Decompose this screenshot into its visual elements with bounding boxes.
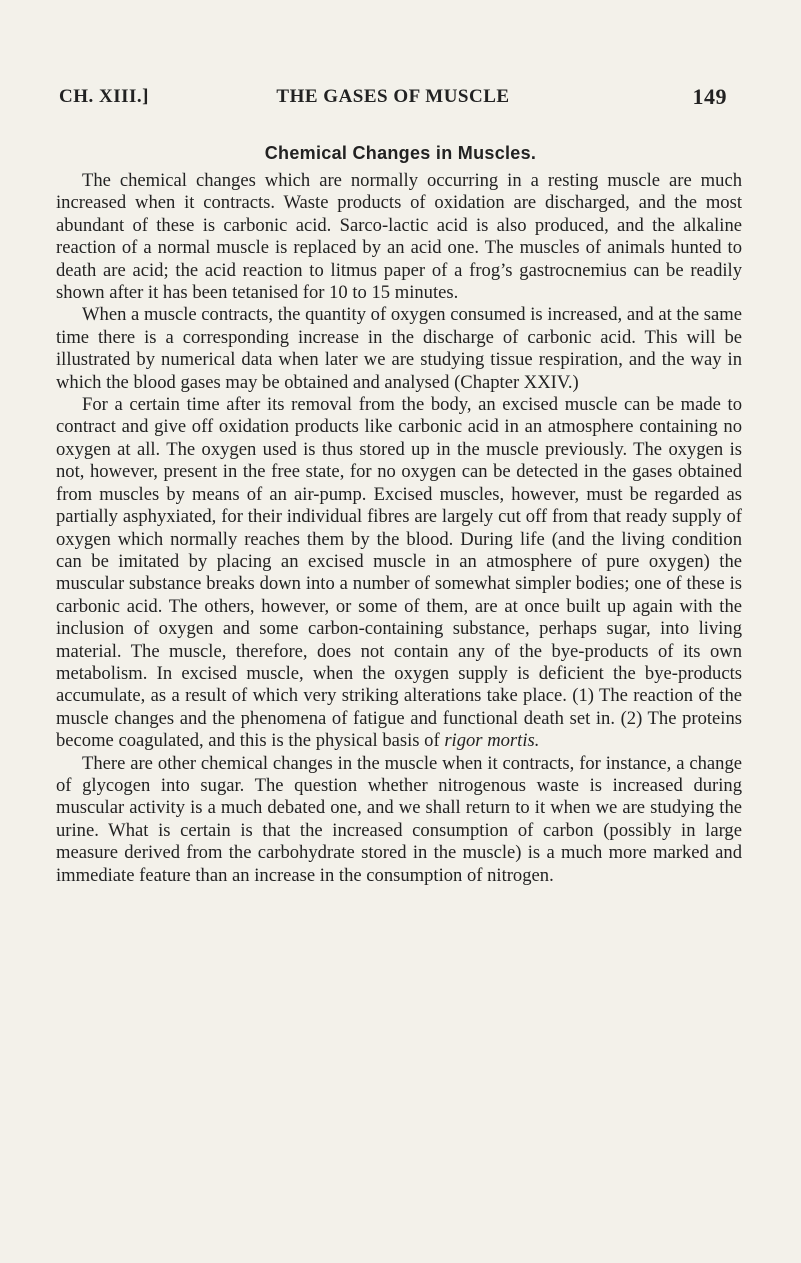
paragraph-3	[56, 394, 742, 753]
body-text	[56, 170, 742, 887]
running-title: THE GASES OF MUSCLE	[276, 86, 510, 107]
rigor-mortis-term: rigor mortis.	[444, 730, 540, 752]
paragraph-2: When a muscle contracts, the quantity of oxygen consumed is increased, and at the same time there is a corresponding increase in the discharge of carbonic acid. This will be illustrated by numerical data when later we are studying tissue respiration, and the way in which the blood gases may be obtained and analysed (Chapter XXIV.)	[56, 304, 742, 393]
paragraph-3-text: For a certain time after its removal from the body, an excised muscle can be made to contract and give off oxidation products like carbonic acid in an atmosphere containing no oxygen at all. The oxygen used is thus stored up in the muscle previously. The oxygen is not, however, present in the free state, for no oxygen can be detected in the gases obtained from muscles by means of an air-pump. Excised muscles, however, must be regarded as partially asphyxiated, for their individual fibres are largely cut off from that ready supply of oxygen which normally reaches them by the blood. During life (and the living condition can be imitated by placing an excised muscle in an atmosphere of pure oxygen) the muscular substance breaks down into a number of somewhat simpler bodies; one of these is carbonic acid. The others, however, or some of them, are at once built up again with the inclusion of oxygen and some carbon-containing substance, perhaps sugar, into living material. The muscle, therefore, does not contain any of the bye-products of its own metabolism. In excised muscle, when the oxygen supply is deficient the bye-products accumulate, as a result of which very striking alterations take place. (1) The reaction of the muscle changes and the phenomena of fatigue and functional death set in. (2) The proteins become coagulated, and this is the physical basis of	[56, 394, 742, 752]
paragraph-1: The chemical changes which are normally occurring in a resting muscle are much increased when it contracts. Waste products of oxidation are discharged, and the most abundant of these is carbonic acid. Sarco-lactic acid is also produced, and the alkaline reaction of a normal muscle is replaced by an acid one. The muscles of animals hunted to death are acid; the acid reaction to litmus paper of a frog’s gastrocnemius can be readily shown after it has been tetanised for 10 to 15 minutes.	[56, 170, 742, 304]
section-title: Chemical Changes in Muscles.	[264, 143, 537, 163]
page-number: 149	[692, 84, 727, 109]
paragraph-4: There are other chemical changes in the muscle when it contracts, for instance, a change of glycogen into sugar. The question whether nitrogenous waste is increased during muscular activity is a much debated one, and we shall return to it when we are studying the urine. What is certain is that the increased consumption of carbon (possibly in large measure derived from the carbohydrate stored in the muscle) is a much more marked and immediate feature than an increase in the consumption of nitrogen.	[56, 752, 742, 886]
chapter-label: CH. XIII.]	[59, 86, 149, 107]
running-head	[59, 86, 727, 112]
